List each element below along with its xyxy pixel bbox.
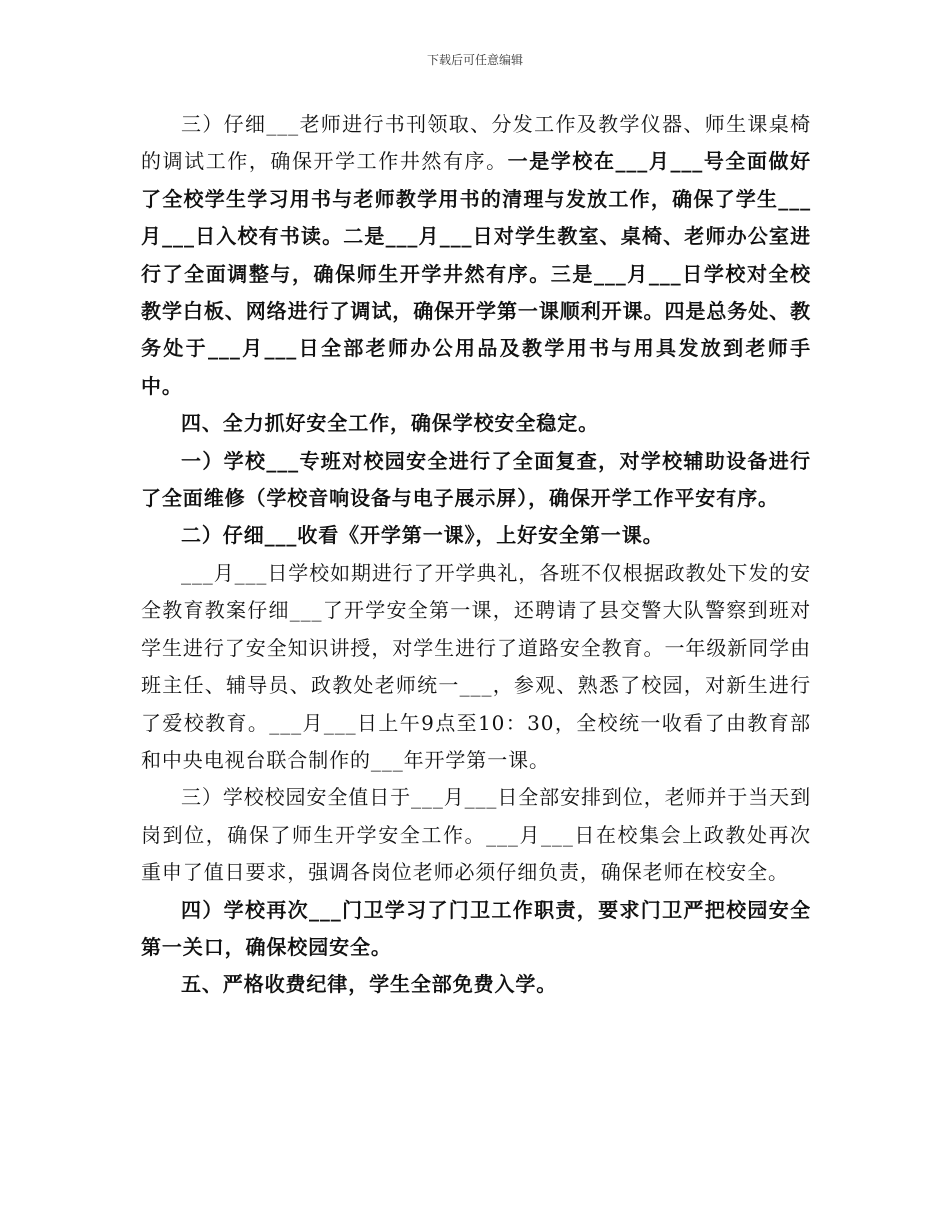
section-heading-5: 五、严格收费纪律，学生全部免费入学。 xyxy=(181,972,558,997)
paragraph-4-2: 二）仔细___收看《开学第一课》，上好安全第一课。 xyxy=(181,523,664,548)
paragraph-4-3: 三）学校校园安全值日于___月___日全部安排到位，老师并于当天到岗到位，确保了师生开学安全工作。___月___日在校集会上政教处再次重申了值日要求，强调各岗位老师必须仔细负责，确保老师在校安全。 xyxy=(141,785,811,885)
paragraph-1-bold-text: 一是学校在___月___号全面做好了全校学生学习用书与老师教学用书的清理与发放工作，确保了学生___月___日入校有书读。二是___月___日对学生教室、桌椅、老师办公室进行了全面调整与，确保师生开学井然有序。三是___月___日学校对全校教学白板、网络进行了调试，确保开学第一课顺利开课。四是总务处、教务处于___月___日全部老师办公用品及教学用书与用具发放到老师手中。 xyxy=(141,149,811,398)
page-header: 下载后可任意编辑 xyxy=(426,53,523,67)
document-body xyxy=(141,106,811,1004)
paragraph-4-4: 四）学校再次___门卫学习了门卫工作职责，要求门卫严把校园安全第一关口，确保校园安全。 xyxy=(141,897,811,959)
section-heading-4: 四、全力抓好安全工作，确保学校安全稳定。 xyxy=(181,411,599,436)
paragraph-1 xyxy=(141,106,811,405)
paragraph-4-1: 一）学校___专班对校园安全进行了全面复查，对学校辅助设备进行了全面维修（学校音响设备与电子展示屏），确保开学工作平安有序。 xyxy=(141,448,811,511)
paragraph-1-text: 三）仔细___老师进行书刊领取、分发工作及教学仪器、师生课桌椅的调试工作，确保开学工作井然有序。 xyxy=(141,112,811,174)
paragraph-4-2-detail: ___月___日学校如期进行了开学典礼，各班不仅根据政教处下发的安全教育教案仔细___了开学安全第一课，还聘请了县交警大队警察到班对学生进行了安全知识讲授，对学生进行了道路安全教育。一年级新同学由班主任、辅导员、政教处老师统一___，参观、熟悉了校园，对新生进行了爱校教育。___月___日上午9点至10：30，全校统一收看了由教育部和中央电视台联合制作的___年开学第一课。 xyxy=(141,560,811,772)
